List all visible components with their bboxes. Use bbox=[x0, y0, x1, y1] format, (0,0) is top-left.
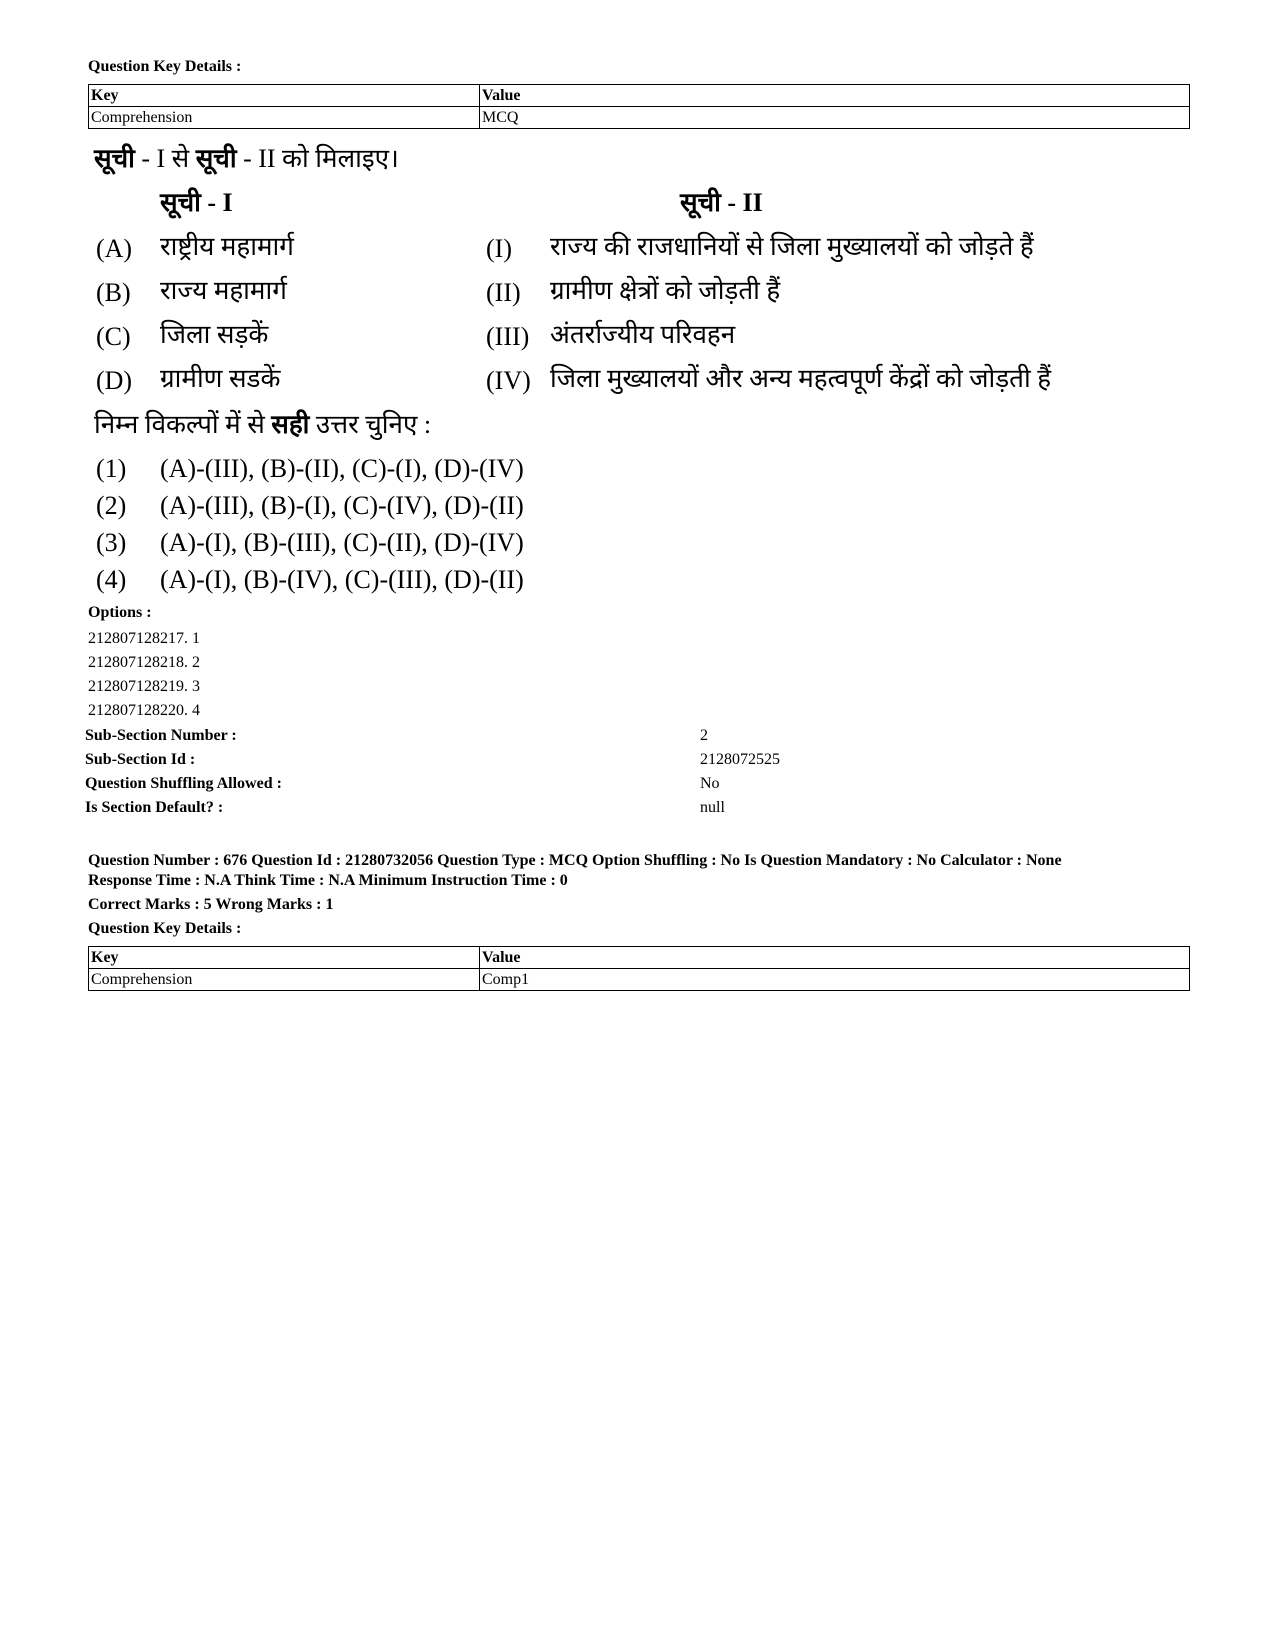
choice-text: (A)-(III), (B)-(I), (C)-(IV), (D)-(II) bbox=[160, 491, 524, 520]
instruction-part: - II को मिलाइए। bbox=[236, 144, 399, 173]
options-label: Options : bbox=[88, 604, 152, 621]
question-meta-line2: Response Time : N.A Think Time : N.A Minimum Instruction Time : 0 bbox=[88, 872, 568, 889]
list1-label: (A) bbox=[96, 234, 133, 263]
list1-text: जिला सड़कें bbox=[160, 320, 269, 349]
choose-part-bold: सही bbox=[271, 410, 310, 439]
subsection-value: 2 bbox=[700, 727, 708, 744]
subsection-label: Question Shuffling Allowed : bbox=[85, 775, 282, 792]
table-header-value: Value bbox=[480, 947, 1190, 969]
choose-part: उत्तर चुनिए : bbox=[309, 410, 432, 439]
list2-text: अंतर्राज्यीय परिवहन bbox=[550, 320, 736, 349]
table-header-value: Value bbox=[480, 85, 1190, 107]
table-cell-value: Comp1 bbox=[480, 969, 1190, 991]
list2-heading: सूची - II bbox=[680, 188, 763, 217]
table-header-row bbox=[89, 85, 1190, 107]
list1-text: राष्ट्रीय महामार्ग bbox=[160, 232, 294, 261]
question-meta-line1: Question Number : 676 Question Id : 21280732056 Question Type : MCQ Option Shuffling : No Is Question Mandatory : No Calculator : None bbox=[88, 852, 1062, 869]
list2-label: (I) bbox=[486, 234, 512, 263]
list1-label: (D) bbox=[96, 366, 133, 395]
choice-number: (1) bbox=[96, 454, 127, 483]
option-item: 212807128219. 3 bbox=[88, 678, 200, 695]
choice-text: (A)-(I), (B)-(III), (C)-(II), (D)-(IV) bbox=[160, 528, 524, 557]
list2-text: ग्रामीण क्षेत्रों को जोड़ती हैं bbox=[550, 276, 781, 305]
key-value-table bbox=[88, 84, 1190, 129]
subsection-label: Sub-Section Id : bbox=[85, 751, 196, 768]
list2-text: राज्य की राजधानियों से जिला मुख्यालयों को जोड़ते हैं bbox=[550, 232, 1034, 261]
key-details-label-2: Question Key Details : bbox=[88, 920, 242, 937]
instruction-part: - I से bbox=[134, 144, 196, 173]
choice-number: (4) bbox=[96, 565, 127, 594]
table-cell-value: MCQ bbox=[480, 107, 1190, 129]
instruction-part: सूची bbox=[94, 144, 135, 173]
subsection-value: 2128072525 bbox=[700, 751, 780, 768]
list1-heading: सूची - I bbox=[160, 188, 233, 217]
table-header-key: Key bbox=[89, 85, 480, 107]
subsection-label: Is Section Default? : bbox=[85, 799, 224, 816]
option-item: 212807128218. 2 bbox=[88, 654, 200, 671]
list2-text: जिला मुख्यालयों और अन्य महत्वपूर्ण केंद्रों को जोड़ती हैं bbox=[550, 364, 1052, 393]
list2-label: (II) bbox=[486, 278, 521, 307]
choice-number: (2) bbox=[96, 491, 127, 520]
instruction-part: सूची bbox=[195, 144, 237, 173]
choose-instruction bbox=[94, 408, 431, 442]
choice-text: (A)-(III), (B)-(II), (C)-(I), (D)-(IV) bbox=[160, 454, 524, 483]
question-instruction bbox=[94, 142, 399, 176]
list1-label: (C) bbox=[96, 322, 131, 351]
choice-number: (3) bbox=[96, 528, 127, 557]
list1-text: ग्रामीण सडकें bbox=[160, 364, 281, 393]
subsection-value: No bbox=[700, 775, 720, 792]
option-item: 212807128217. 1 bbox=[88, 630, 200, 647]
choice-text: (A)-(I), (B)-(IV), (C)-(III), (D)-(II) bbox=[160, 565, 524, 594]
key-details-label: Question Key Details : bbox=[88, 58, 242, 75]
table-cell-key: Comprehension bbox=[89, 969, 480, 991]
table-row bbox=[89, 107, 1190, 129]
list2-label: (IV) bbox=[486, 366, 531, 395]
table-row bbox=[89, 969, 1190, 991]
subsection-value: null bbox=[700, 799, 725, 816]
question-marks: Correct Marks : 5 Wrong Marks : 1 bbox=[88, 896, 334, 913]
table-cell-key: Comprehension bbox=[89, 107, 480, 129]
subsection-label: Sub-Section Number : bbox=[85, 727, 237, 744]
option-item: 212807128220. 4 bbox=[88, 702, 200, 719]
list1-label: (B) bbox=[96, 278, 131, 307]
list1-text: राज्य महामार्ग bbox=[160, 276, 287, 305]
table-header-row bbox=[89, 947, 1190, 969]
table-header-key: Key bbox=[89, 947, 480, 969]
list2-label: (III) bbox=[486, 322, 530, 351]
choose-part: निम्न विकल्पों में से bbox=[94, 410, 272, 439]
key-value-table-2 bbox=[88, 946, 1190, 991]
